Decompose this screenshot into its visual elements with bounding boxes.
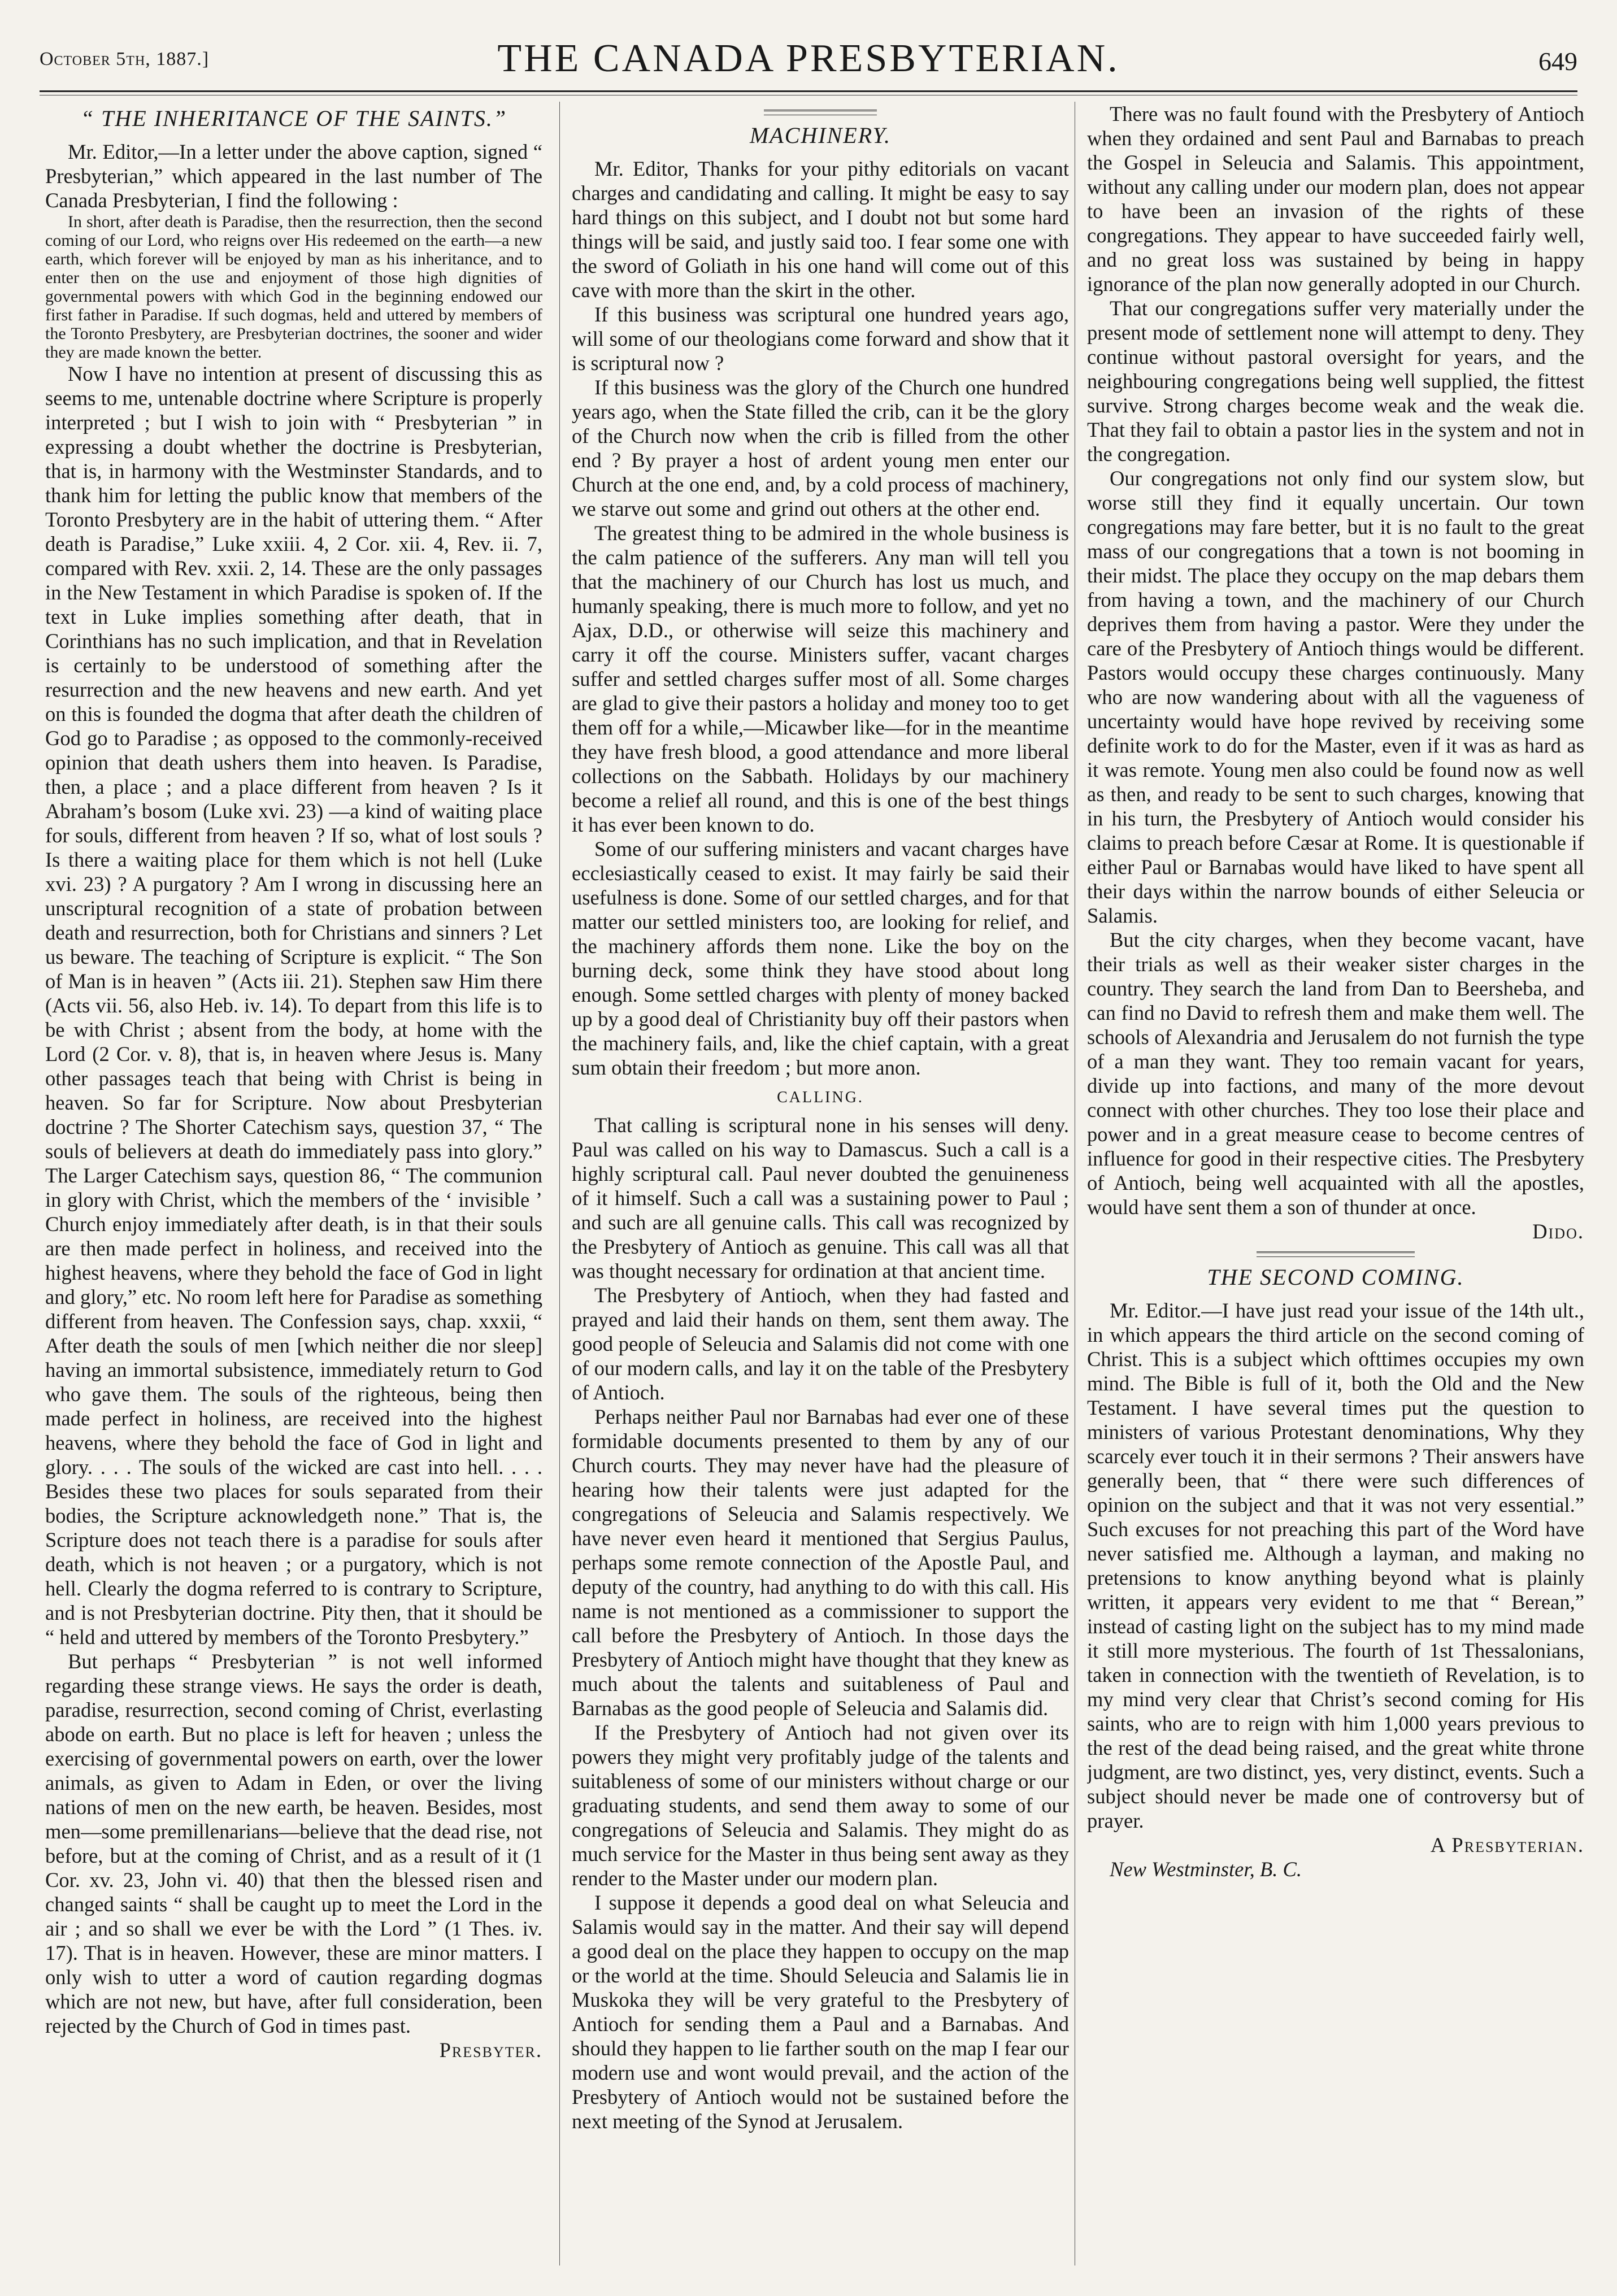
- article-paragraph: Some of our suffering ministers and vacant charges have ecclesiastically ceased to exist. It may fairly be said their usefulness is done. Some of our settled charges, and for that matter our settled ministers too, are looking for relief, and the machinery affords them none. Like the boy on the burning deck, some think they have stood about long enough. Some settled charges with plenty of money backed up by a good deal of Christianity buy off their pastors when the machinery fails, and, like the chief captain, with a great sum obtain their freedom ; but more anon.: [572, 837, 1069, 1079]
- section-separator: [764, 110, 877, 115]
- article-signature: A Presbyterian.: [1430, 1833, 1584, 1856]
- article-signature: Dido.: [1532, 1220, 1584, 1243]
- article-paragraph: Mr. Editor, Thanks for your pithy editorials on vacant charges and candidating and calling. It might be easy to say hard things on this subject, and I doubt not but some hard things will be said, and justly said too. I fear some one with the sword of Goliath in his one hand will come out of this cave with more than the skirt in the other.: [572, 157, 1069, 302]
- article-paragraph: That calling is scriptural none in his senses will deny. Paul was called on his way to Damascus. Such a call is a highly scriptural call. Paul never doubted the genuineness of it himself. Such a call was a sustaining power to Paul ; and such are all genuine calls. This call was recognized by the Presbytery of Antioch as genuine. This call was all that was thought necessary for ordination at that ancient time.: [572, 1114, 1069, 1282]
- article-paragraph: If this business was scriptural one hundred years ago, will some of our theologians come forward and show that it is scriptural now ?: [572, 303, 1069, 375]
- article-paragraph: Perhaps neither Paul nor Barnabas had ever one of these formidable documents presented to them by any of our Church courts. They may never have had the pleasure of hearing how their talents were just adapted for the congregations of Seleucia and Salamis respectively. We have never even heard it mentioned that Sergius Paulus, perhaps some remote connection of the Apostle Paul, and deputy of the country, had anything to do with this call. His name is not mentioned as a commissioner to support the call before the Presbytery of Antioch. In those days the Presbytery of Antioch might have thought that they knew as much about the talents and suitableness of Paul and Barnabas as the good people of Seleucia and Salamis did.: [572, 1405, 1069, 1720]
- page-number: 649: [1538, 47, 1577, 76]
- article-paragraph: Our congregations not only find our system slow, but worse still they find it equally uncertain. Our town congregations may fare better, but it is no fault to the great mass of our congregations that a town is not booming in their midst. The place they occupy on the map debars them from having a town, and the machinery of our Church deprives them from having a pastor. Were they under the care of the Presbytery of Antioch things would be different. Pastors would occupy these charges continuously. Many who are now wandering about with all the vagueness of uncertainty would have hope revived by receiving some definite work to do for the Master, even if it was as hard as it was remote. Young men also could be found now as well as then, and ready to be sent to such charges, knowing that in his turn, the Presbytery of Antioch would consider his claims to preach before Cæsar at Rome. It is questionable if either Paul or Barnabas would have liked to have spent all their days within the narrow bounds of either Seleucia or Salamis.: [1087, 467, 1584, 927]
- quoted-passage: In short, after death is Paradise, then the resurrection, then the second coming of our Lord, who reigns over His redeemed on the earth—a new earth, which forever will be enjoyed by man as his inheritance, and to enter then on the use and enjoyment of those high dignities of governmental powers with which God in the beginning endowed our first father in Paradise. If such dogmas, held and uttered by members of the Toronto Presbytery, are Presbyterian doctrines, the sooner and wider they are made known the better.: [45, 212, 542, 362]
- article-paragraph: Now I have no intention at present of discussing this as seems to me, untenable doctrine where Scripture is properly interpreted ; but I wish to join with “ Presbyterian ” in expressing a doubt whether the doctrine is Presbyterian, that is, in harmony with the Westminster Standards, and to thank him for letting the public know that members of the Toronto Presbytery are in the habit of uttering them. “ After death is Paradise,” Luke xxiii. 4, 2 Cor. xii. 4, Rev. ii. 7, compared with Rev. xxii. 2, 14. These are the only passages in the New Testament in which Paradise is spoken of. If the text in Luke implies something after death, that in Corinthians has no such implication, and that in Revelation is certainly to be understood of something after the resurrection and the new heavens and new earth. And yet on this is founded the dogma that after death the children of God go to Paradise ; as opposed to the commonly-received opinion that death ushers them into heaven. Is Paradise, then, a place ; and a place different from heaven ? Is it Abraham’s bosom (Luke xvi. 23) —a kind of waiting place for souls, different from heaven ? If so, what of lost souls ? Is there a waiting place for them which is not hell (Luke xvi. 23) ? A purgatory ? Am I wrong in discussing here an unscriptural recognition of a state of probation between death and resurrection, both for Christians and sinners ? Let us beware. The teaching of Scripture is explicit. “ The Son of Man is in heaven ” (Acts iii. 21). Stephen saw Him there (Acts vii. 56, also Heb. iv. 14). To depart from this life is to be with Christ ; absent from the body, at home with the Lord (2 Cor. v. 8), that is, in heaven where Jesus is. Many other passages teach that being with Christ is being in heaven. So far for Scripture. Now about Presbyterian doctrine ? The Shorter Catechism says, question 37, “ The souls of believers at death do immediately pass into glory.” The Larger Catechism says, question 86, “ The communion in glory with Christ, which the members of the ‘ invisible ’ Church enjoy immediately after death, is in that their souls are then made perfect in holiness, and received into the highest heavens, where they behold the face of God in light and glory,” etc. No room left here for Paradise as something different from heaven. The Confession says, chap. xxxii, “ After death the souls of men [which neither die nor sleep] having an immortal subsistence, immediately return to God who gave them. The souls of the righteous, being then made perfect in holiness, are received into the highest heavens, where they behold the face of God in light and glory. . . . The souls of the wicked are cast into hell. . . . Besides these two places for souls separated from their bodies, the Scripture acknowledgeth none.” That is, the Scripture does not teach there is a paradise for souls after death, which is not heaven ; or a purgatory, which is not hell. Clearly the dogma referred to is contrary to Scripture, and is not Presbyterian doctrine. Pity then, that it should be “ held and uttered by members of the Toronto Presbytery.”: [45, 362, 542, 1649]
- article-heading-second-coming: THE SECOND COMING.: [1207, 1264, 1464, 1290]
- article-paragraph: If this business was the glory of the Church one hundred years ago, when the State filled the crib, can it be the glory of the Church now when the crib is filled from the other end ? By prayer a host of ardent young men enter our Church at the one end, and, by a cold process of machinery, we starve out some and grind out others at the other end.: [572, 376, 1069, 520]
- article-paragraph: The Presbytery of Antioch, when they had fasted and prayed and laid their hands on them, sent them away. The good people of Seleucia and Salamis did not come with one of our modern calls, and lay it on the table of the Presbytery of Antioch.: [572, 1284, 1069, 1404]
- article-paragraph: That our congregations suffer very materially under the present mode of settlement none will attempt to deny. They continue without pastoral oversight for years, and the neighbouring congregations being well supplied, the fittest survive. Strong charges become weak and the weak die. That they fail to obtain a pastor lies in the system and not in the congregation.: [1087, 297, 1584, 466]
- section-separator: [1257, 1251, 1415, 1257]
- article-paragraph: If the Presbytery of Antioch had not given over its powers they might very profitably judge of the talents and suitableness of some of our ministers without charge or our graduating students, and send them away to some of our congregations of Seleucia and Salamis. They might do as much service for the Master in thus being sent away as they render to the Master under our modern plan.: [572, 1721, 1069, 1890]
- article-signature: Presbyter.: [439, 2038, 542, 2062]
- masthead-rule: [40, 90, 1577, 92]
- article-heading-machinery: MACHINERY.: [749, 123, 892, 148]
- article-paragraph: But perhaps “ Presbyterian ” is not well informed regarding these strange views. He says the order is death, paradise, resurrection, second coming of Christ, everlasting abode on earth. But no place is left for heaven ; unless the exercising of governmental powers on earth, over the lower animals, as given to Adam in Eden, or over the living nations of men on the new earth, be heaven. Besides, most men—some premillenarians—believe that the dead rise, not before, but at the coming of Christ, and as a result of it (1 Cor. xv. 23, John vi. 40) that then the blessed risen and changed saints “ shall be caught up to meet the Lord in the air ; and so shall we ever be with the Lord ” (1 Thes. iv. 17). That is in heaven. However, these are minor matters. I only wish to utter a word of caution regarding dogmas which are not new, but have, after full consideration, been rejected by the Church of God in times past.: [45, 1650, 542, 2037]
- article-heading-inheritance: “ THE INHERITANCE OF THE SAINTS.”: [80, 106, 507, 131]
- article-paragraph: But the city charges, when they become vacant, have their trials as well as their weaker sister charges in the country. They search the land from Dan to Beersheba, and can find no David to refresh them and make them well. The schools of Alexandria and Jerusalem do not furnish the type of a man they want. They too remain vacant for years, divide up into factions, and many of the more devout connect with other churches. They too lose their place and power and in a great measure cease to become centres of influence for good in their respective cities. The Presbytery of Antioch, being well acquainted with all the apostles, would have sent them a son of thunder at once.: [1087, 928, 1584, 1219]
- article-paragraph: Mr. Editor.—I have just read your issue of the 14th ult., in which appears the third article on the second coming of Christ. This is a subject which ofttimes occupies my own mind. The Bible is full of it, both the Old and the New Testament. I have several times put the question to ministers of various Protestant denominations, Why they scarcely ever touch it in their sermons ? Their answers have generally been, that “ there were such differences of opinion on the subject and that it was not very essential.” Such excuses for not preaching this part of the Word have never satisfied me. Although a layman, and making no pretensions to know anything beyond what is plainly written, it appears very evident to me that “ Berean,” instead of casting light on the subject has to my mind made it still more mysterious. The fourth of 1st Thessalonians, taken in connection with the twentieth of Revelation, is to my mind very clear that Christ’s second coming for His saints, who are to reign with him 1,000 years previous to the rest of the dead being raised, and the great white throne judgment, are two distinct, yes, very distinct, events. Such a subject should never be made one of controversy but of prayer.: [1087, 1299, 1584, 1832]
- newspaper-title: THE CANADA PRESBYTERIAN.: [497, 37, 1120, 80]
- column-3: [1087, 102, 1584, 2265]
- column-divider: [559, 102, 560, 2265]
- article-paragraph: There was no fault found with the Presbytery of Antioch when they ordained and sent Paul and Barnabas to preach the Gospel in Seleucia and Salamis. This appointment, without any calling under our modern plan, does not appear to have been an invasion of the rights of these congregations. They appear to have succeeded fairly well, and no great loss was sustained by being in happy ignorance of the plan now generally adopted in our Church.: [1087, 102, 1584, 295]
- column-2: [572, 102, 1069, 2265]
- article-subheading: CALLING.: [777, 1089, 864, 1106]
- article-dateline: New Westminster, B. C.: [1110, 1858, 1302, 1881]
- article-paragraph: Mr. Editor,—In a letter under the above caption, signed “ Presbyterian,” which appeared in the last number of The Canada Presbyterian, I find the following :: [45, 140, 542, 212]
- issue-date: October 5th, 1887.]: [40, 49, 210, 69]
- column-1: [45, 102, 542, 2265]
- article-paragraph: The greatest thing to be admired in the whole business is the calm patience of the sufferers. Any man will tell you that the machinery of our Church has lost us much, and humanly speaking, there is much more to follow, and yet no Ajax, D.D., or otherwise will seize this machinery and carry it off the course. Ministers suffer, vacant charges suffer and settled charges suffer most of all. Some charges are glad to give their pastors a holiday and money too to get them off for a while,—Micawber like—for in the meantime they have fresh blood, a good attendance and more liberal collections on the Sabbath. Holidays by our machinery become a relief all round, and this is one of the best things it has ever been known to do.: [572, 521, 1069, 836]
- article-paragraph: I suppose it depends a good deal on what Seleucia and Salamis would say in the matter. And their say will depend a good deal on the place they happen to occupy on the map or the world at the time. Should Seleucia and Salamis lie in Muskoka they will be very grateful to the Presbytery of Antioch for sending them a Paul and a Barnabas. And should they happen to lie farther south on the map I fear our modern use and wont would prevail, and the action of the Presbytery of Antioch would not be sustained before the next meeting of the Synod at Jerusalem.: [572, 1891, 1069, 2133]
